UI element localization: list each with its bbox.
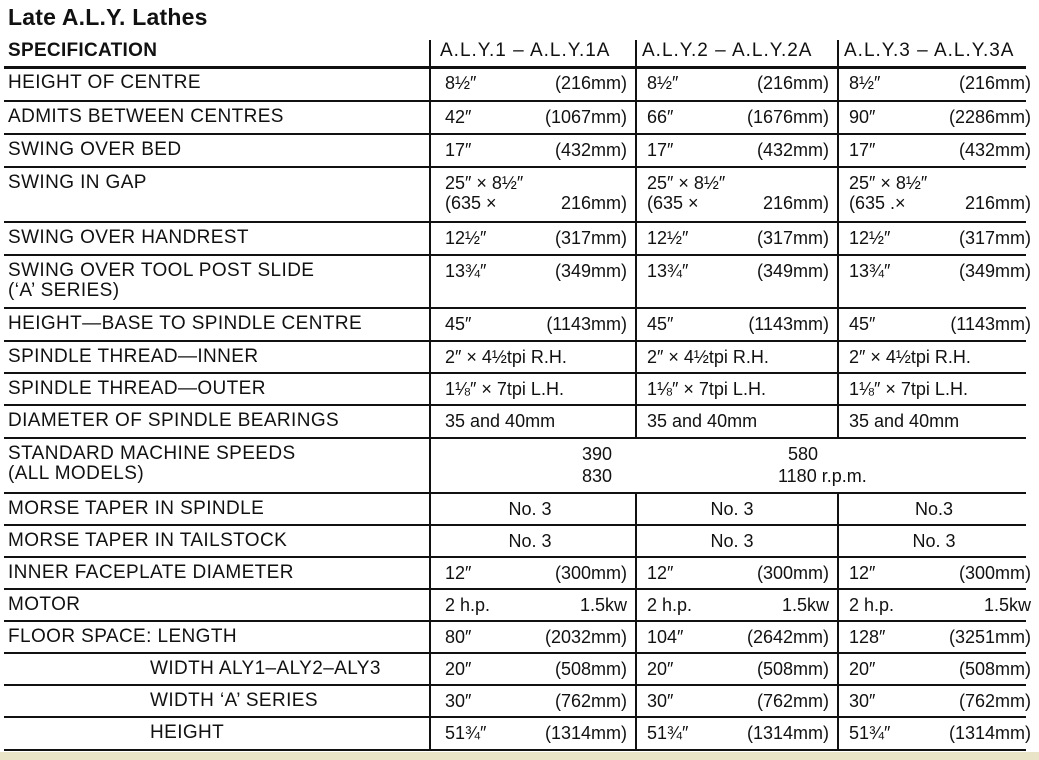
column-divider <box>429 620 431 652</box>
imperial-value: 104″ <box>647 627 684 647</box>
metric-value: (216mm) <box>756 73 829 93</box>
row-divider <box>4 588 1026 590</box>
imperial-value: 12″ <box>849 563 876 583</box>
spec-value: 2″ × 4½tpi R.H. <box>647 347 769 367</box>
column-divider <box>635 254 637 307</box>
imperial-value: 13¾″ <box>647 261 689 281</box>
metric-value: (762mm) <box>958 691 1031 711</box>
column-divider <box>837 133 839 166</box>
imperial-value: 17″ <box>445 140 472 160</box>
column-divider <box>429 307 431 340</box>
column-divider <box>837 100 839 133</box>
row-label: HEIGHT OF CENTRE <box>8 72 201 93</box>
row-label: MOTOR <box>8 594 81 615</box>
metric-value: 1.5kw <box>983 595 1031 615</box>
imperial-value: (635 × <box>445 193 497 213</box>
row-divider <box>4 620 1026 622</box>
metric-value: (432mm) <box>756 140 829 160</box>
row-divider <box>4 166 1026 168</box>
metric-value: (762mm) <box>756 691 829 711</box>
imperial-value: 20″ <box>445 659 472 679</box>
row-divider <box>4 684 1026 686</box>
row-label: WIDTH ALY1–ALY2–ALY3 <box>150 658 381 679</box>
metric-value: (216mm) <box>958 73 1031 93</box>
taper-value: No. 3 <box>710 531 754 551</box>
model-header-aly1: A.L.Y.1 – A.L.Y.1A <box>440 40 611 61</box>
metric-value: (2642mm) <box>746 627 829 647</box>
metric-value: (2286mm) <box>948 107 1031 127</box>
row-label: SPINDLE THREAD—OUTER <box>8 378 266 399</box>
column-divider <box>429 166 431 221</box>
taper-value: No. 3 <box>508 531 552 551</box>
taper-value: No.3 <box>914 499 954 519</box>
column-divider <box>837 652 839 684</box>
speed-value: 1180 r.p.m. <box>778 466 867 486</box>
imperial-value: 2 h.p. <box>647 595 693 615</box>
spec-value: 2″ × 4½tpi R.H. <box>849 347 971 367</box>
row-label-continued: (‘A’ SERIES) <box>8 280 120 301</box>
column-divider <box>635 66 637 100</box>
row-divider <box>4 652 1026 654</box>
column-divider <box>635 166 637 221</box>
imperial-value: 8½″ <box>647 73 679 93</box>
column-divider <box>635 556 637 588</box>
metric-value: (432mm) <box>554 140 627 160</box>
column-divider <box>429 133 431 166</box>
metric-value: (1143mm) <box>546 314 627 334</box>
imperial-value: 90″ <box>849 107 876 127</box>
imperial-value: 80″ <box>445 627 472 647</box>
row-label: MORSE TAPER IN TAILSTOCK <box>8 530 288 551</box>
metric-value: (349mm) <box>958 261 1031 281</box>
column-divider <box>429 716 431 749</box>
metric-value: (3251mm) <box>948 627 1031 647</box>
taper-value: No. 3 <box>508 499 552 519</box>
column-divider <box>429 40 431 68</box>
metric-value: (508mm) <box>756 659 829 679</box>
metric-value: (762mm) <box>554 691 627 711</box>
metric-value: 216mm) <box>560 193 627 213</box>
spec-value: 35 and 40mm <box>849 411 960 431</box>
column-divider <box>635 100 637 133</box>
speed-value: 390 <box>582 444 613 464</box>
imperial-value: 30″ <box>445 691 472 711</box>
column-divider <box>635 620 637 652</box>
spec-value: 1⅛″ × 7tpi L.H. <box>647 379 766 399</box>
metric-value: 216mm) <box>762 193 829 213</box>
row-divider <box>4 254 1026 256</box>
column-divider <box>837 404 839 437</box>
column-divider <box>429 66 431 100</box>
imperial-value: 13¾″ <box>445 261 487 281</box>
imperial-value: 45″ <box>849 314 876 334</box>
row-label: SWING IN GAP <box>8 172 147 193</box>
imperial-value: 2 h.p. <box>849 595 895 615</box>
model-header-aly3: A.L.Y.3 – A.L.Y.3A <box>844 40 1015 61</box>
gap-dimension: 25″ × 8½″ <box>647 173 726 193</box>
row-divider <box>4 100 1026 102</box>
row-label: SWING OVER HANDREST <box>8 227 249 248</box>
row-divider <box>4 404 1026 406</box>
metric-value: (1143mm) <box>748 314 829 334</box>
page-edge <box>0 752 1039 760</box>
row-label: SWING OVER TOOL POST SLIDE <box>8 260 315 281</box>
column-divider <box>837 556 839 588</box>
column-divider <box>635 716 637 749</box>
row-label: MORSE TAPER IN SPINDLE <box>8 498 265 519</box>
row-label: FLOOR SPACE: LENGTH <box>8 626 237 647</box>
imperial-value: 45″ <box>647 314 674 334</box>
row-label: HEIGHT—BASE TO SPINDLE CENTRE <box>8 313 363 334</box>
imperial-value: 45″ <box>445 314 472 334</box>
specification-header: SPECIFICATION <box>8 40 158 61</box>
imperial-value: 8½″ <box>445 73 477 93</box>
imperial-value: 12″ <box>647 563 674 583</box>
imperial-value: 20″ <box>647 659 674 679</box>
imperial-value: 12½″ <box>849 228 891 248</box>
row-label: SPINDLE THREAD—INNER <box>8 346 259 367</box>
metric-value: (1143mm) <box>950 314 1031 334</box>
metric-value: (317mm) <box>756 228 829 248</box>
metric-value: (317mm) <box>554 228 627 248</box>
row-divider <box>4 133 1026 135</box>
metric-value: (1314mm) <box>746 723 829 743</box>
column-divider <box>837 372 839 404</box>
metric-value: (1067mm) <box>544 107 627 127</box>
imperial-value: (635 × <box>647 193 699 213</box>
column-divider <box>635 307 637 340</box>
speed-value: 580 <box>788 444 819 464</box>
imperial-value: 42″ <box>445 107 472 127</box>
imperial-value: 51¾″ <box>849 723 891 743</box>
column-divider <box>635 588 637 620</box>
row-label: INNER FACEPLATE DIAMETER <box>8 562 294 583</box>
imperial-value: (635 .× <box>849 193 906 213</box>
imperial-value: 2 h.p. <box>445 595 491 615</box>
metric-value: (1314mm) <box>948 723 1031 743</box>
metric-value: (300mm) <box>554 563 627 583</box>
taper-value: No. 3 <box>912 531 956 551</box>
row-divider <box>4 556 1026 558</box>
imperial-value: 20″ <box>849 659 876 679</box>
imperial-value: 51¾″ <box>445 723 487 743</box>
column-divider <box>837 307 839 340</box>
spec-value: 35 and 40mm <box>445 411 556 431</box>
column-divider <box>429 372 431 404</box>
column-divider <box>635 133 637 166</box>
row-divider <box>4 66 1026 69</box>
spec-value: 1⅛″ × 7tpi L.H. <box>445 379 564 399</box>
column-divider <box>429 221 431 254</box>
metric-value: (432mm) <box>958 140 1031 160</box>
metric-value: (349mm) <box>554 261 627 281</box>
speed-value: 830 <box>582 466 613 486</box>
column-divider <box>837 166 839 221</box>
imperial-value: 12½″ <box>647 228 689 248</box>
column-divider <box>429 437 431 492</box>
column-divider <box>429 340 431 372</box>
column-divider <box>635 404 637 437</box>
column-divider <box>837 340 839 372</box>
metric-value: (317mm) <box>958 228 1031 248</box>
row-label: DIAMETER OF SPINDLE BEARINGS <box>8 410 340 431</box>
column-divider <box>635 221 637 254</box>
metric-value: (2032mm) <box>544 627 627 647</box>
metric-value: (216mm) <box>554 73 627 93</box>
row-divider <box>4 749 1026 751</box>
column-divider <box>837 620 839 652</box>
metric-value: (1676mm) <box>746 107 829 127</box>
imperial-value: 17″ <box>647 140 674 160</box>
column-divider <box>837 221 839 254</box>
column-divider <box>635 372 637 404</box>
imperial-value: 30″ <box>647 691 674 711</box>
column-divider <box>635 40 637 68</box>
column-divider <box>429 556 431 588</box>
row-divider <box>4 716 1026 718</box>
row-divider <box>4 492 1026 494</box>
row-label: WIDTH ‘A’ SERIES <box>150 690 318 711</box>
taper-value: No. 3 <box>710 499 754 519</box>
page-title: Late A.L.Y. Lathes <box>8 4 208 30</box>
column-divider <box>635 652 637 684</box>
imperial-value: 17″ <box>849 140 876 160</box>
metric-value: (300mm) <box>958 563 1031 583</box>
spec-value: 2″ × 4½tpi R.H. <box>445 347 567 367</box>
column-divider <box>837 716 839 749</box>
column-divider <box>429 684 431 716</box>
column-divider <box>837 254 839 307</box>
spec-value: 1⅛″ × 7tpi L.H. <box>849 379 968 399</box>
row-label-continued: (ALL MODELS) <box>8 463 145 484</box>
column-divider <box>635 684 637 716</box>
metric-value: (508mm) <box>554 659 627 679</box>
metric-value: (349mm) <box>756 261 829 281</box>
metric-value: 1.5kw <box>781 595 829 615</box>
column-divider <box>429 588 431 620</box>
row-divider <box>4 437 1026 439</box>
imperial-value: 12½″ <box>445 228 487 248</box>
row-label: ADMITS BETWEEN CENTRES <box>8 106 284 127</box>
metric-value: (508mm) <box>958 659 1031 679</box>
metric-value: (1314mm) <box>544 723 627 743</box>
model-header-aly2: A.L.Y.2 – A.L.Y.2A <box>642 40 813 61</box>
column-divider <box>837 66 839 100</box>
column-divider <box>429 254 431 307</box>
column-divider <box>429 404 431 437</box>
row-divider <box>4 372 1026 374</box>
column-divider <box>837 684 839 716</box>
imperial-value: 30″ <box>849 691 876 711</box>
column-divider <box>837 40 839 68</box>
row-divider <box>4 524 1026 526</box>
column-divider <box>837 588 839 620</box>
row-divider <box>4 221 1026 223</box>
metric-value: (300mm) <box>756 563 829 583</box>
imperial-value: 12″ <box>445 563 472 583</box>
column-divider <box>635 340 637 372</box>
row-divider <box>4 340 1026 342</box>
column-divider <box>429 100 431 133</box>
metric-value: 1.5kw <box>579 595 627 615</box>
gap-dimension: 25″ × 8½″ <box>849 173 928 193</box>
column-divider <box>429 652 431 684</box>
row-label: SWING OVER BED <box>8 139 182 160</box>
gap-dimension: 25″ × 8½″ <box>445 173 524 193</box>
imperial-value: 66″ <box>647 107 674 127</box>
row-divider <box>4 307 1026 309</box>
imperial-value: 13¾″ <box>849 261 891 281</box>
row-label: STANDARD MACHINE SPEEDS <box>8 443 296 464</box>
row-label: HEIGHT <box>150 722 225 743</box>
spec-value: 35 and 40mm <box>647 411 758 431</box>
imperial-value: 51¾″ <box>647 723 689 743</box>
imperial-value: 8½″ <box>849 73 881 93</box>
imperial-value: 128″ <box>849 627 886 647</box>
metric-value: 216mm) <box>964 193 1031 213</box>
